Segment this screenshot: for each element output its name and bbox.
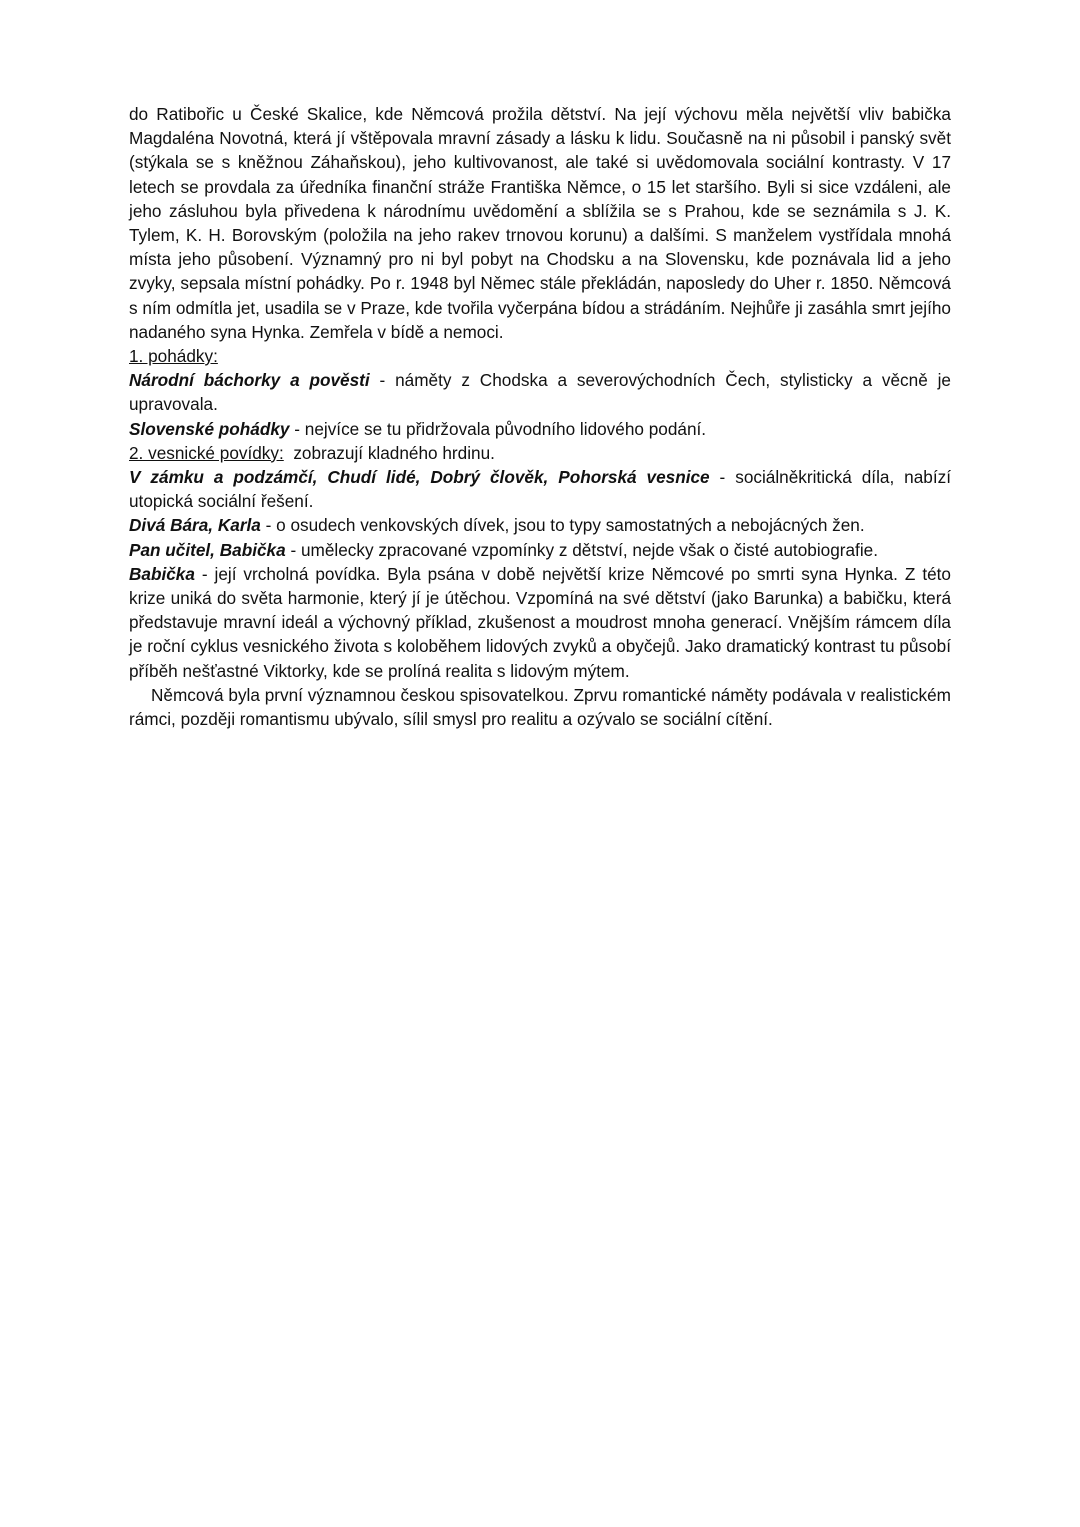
section-heading-village-stories: [129, 441, 951, 465]
document-page: [129, 102, 951, 731]
work-description: - umělecky zpracované vzpomínky z dětství, nejde však o čisté autobiografie.: [285, 539, 878, 560]
work-description: - její vrcholná povídka. Byla psána v době největší krize Němcové po smrti syna Hynka. Z této krize uniká do světa harmonie, který jí je útěchou. Vzpomíná na své dětství (jako Barunka) a babičku, která představuje mravní ideál a výchovný příklad, zkušenost a moudrost mnoha generací. Vnějším rámcem díla je roční cyklus vesnického života s koloběhem lidových zvyků a obyčejů. Jako dramatický kontrast tu působí příběh nešťastné Viktorky, kde se prolíná realita s lidovým mýtem.: [129, 563, 951, 681]
work-description: - sociálněkritická díla, nabízí utopická sociální řešení.: [129, 467, 951, 512]
work-title: Slovenské pohádky: [129, 418, 290, 439]
work-entry: [129, 465, 951, 513]
work-entry: [129, 417, 951, 441]
fairy-tales-heading: 1. pohádky:: [129, 346, 218, 367]
work-description: - o osudech venkovských dívek, jsou to typy samostatných a nebojácných žen.: [260, 515, 865, 536]
section-heading-fairy-tales: [129, 344, 951, 368]
work-entry: [129, 538, 951, 562]
work-title: Babička: [129, 563, 195, 584]
village-stories-heading-suffix: zobrazují kladného hrdinu.: [283, 442, 495, 463]
work-description: - náměty z Chodska a severovýchodních Čech, stylisticky a věcně je upravovala.: [129, 370, 951, 415]
work-title: Národní báchorky a pověsti: [129, 370, 370, 391]
work-title: Pan učitel, Babička: [129, 539, 286, 560]
work-description: - nejvíce se tu přidržovala původního lidového podání.: [289, 418, 707, 439]
work-entry: [129, 562, 951, 683]
biography-paragraph: do Ratibořic u České Skalice, kde Němcová prožila dětství. Na její výchovu měla největší vliv babička Magdaléna Novotná, která jí vštěpovala mravní zásady a lásku k lidu. Současně na ni působil i panský svět (stýkala se s kněžnou Záhaňskou), jeho kultivovanost, ale také si uvědomovala sociální kontrasty. V 17 letech se provdala za úředníka finanční stráže Františka Němce, o 15 let staršího. Byli si sice vzdáleni, ale jeho zásluhou byla přivedena k národnímu uvědomění a sblížila se s Prahou, kde se seznámila s J. K. Tylem, K. H. Borovským (položila na jeho rakev trnovou korunu) a dalšími. S manželem vystřídala mnohá místa jeho působení. Významný pro ni byl pobyt na Chodsku a na Slovensku, kde poznávala lid a jeho zvyky, sepsala místní pohádky. Po r. 1948 byl Němec stále překládán, naposledy do Uher r. 1850. Němcová s ním odmítla jet, usadila se v Praze, kde tvořila vyčerpána bídou a strádáním. Nejhůře ji zasáhla smrt jejího nadaného syna Hynka. Zemřela v bídě a nemoci.: [129, 104, 951, 342]
village-stories-heading: 2. vesnické povídky:: [129, 442, 284, 463]
conclusion-paragraph: Němcová byla první významnou českou spisovatelkou. Zprvu romantické náměty podávala v realistickém rámci, později romantismu ubývalo, sílil smysl pro realitu a ozývalo se sociální cítění.: [129, 684, 951, 730]
work-title: Divá Bára, Karla: [129, 515, 261, 536]
work-entry: [129, 513, 951, 537]
work-entry: [129, 368, 951, 416]
work-title: V zámku a podzámčí, Chudí lidé, Dobrý člověk, Pohorská vesnice: [129, 467, 710, 488]
